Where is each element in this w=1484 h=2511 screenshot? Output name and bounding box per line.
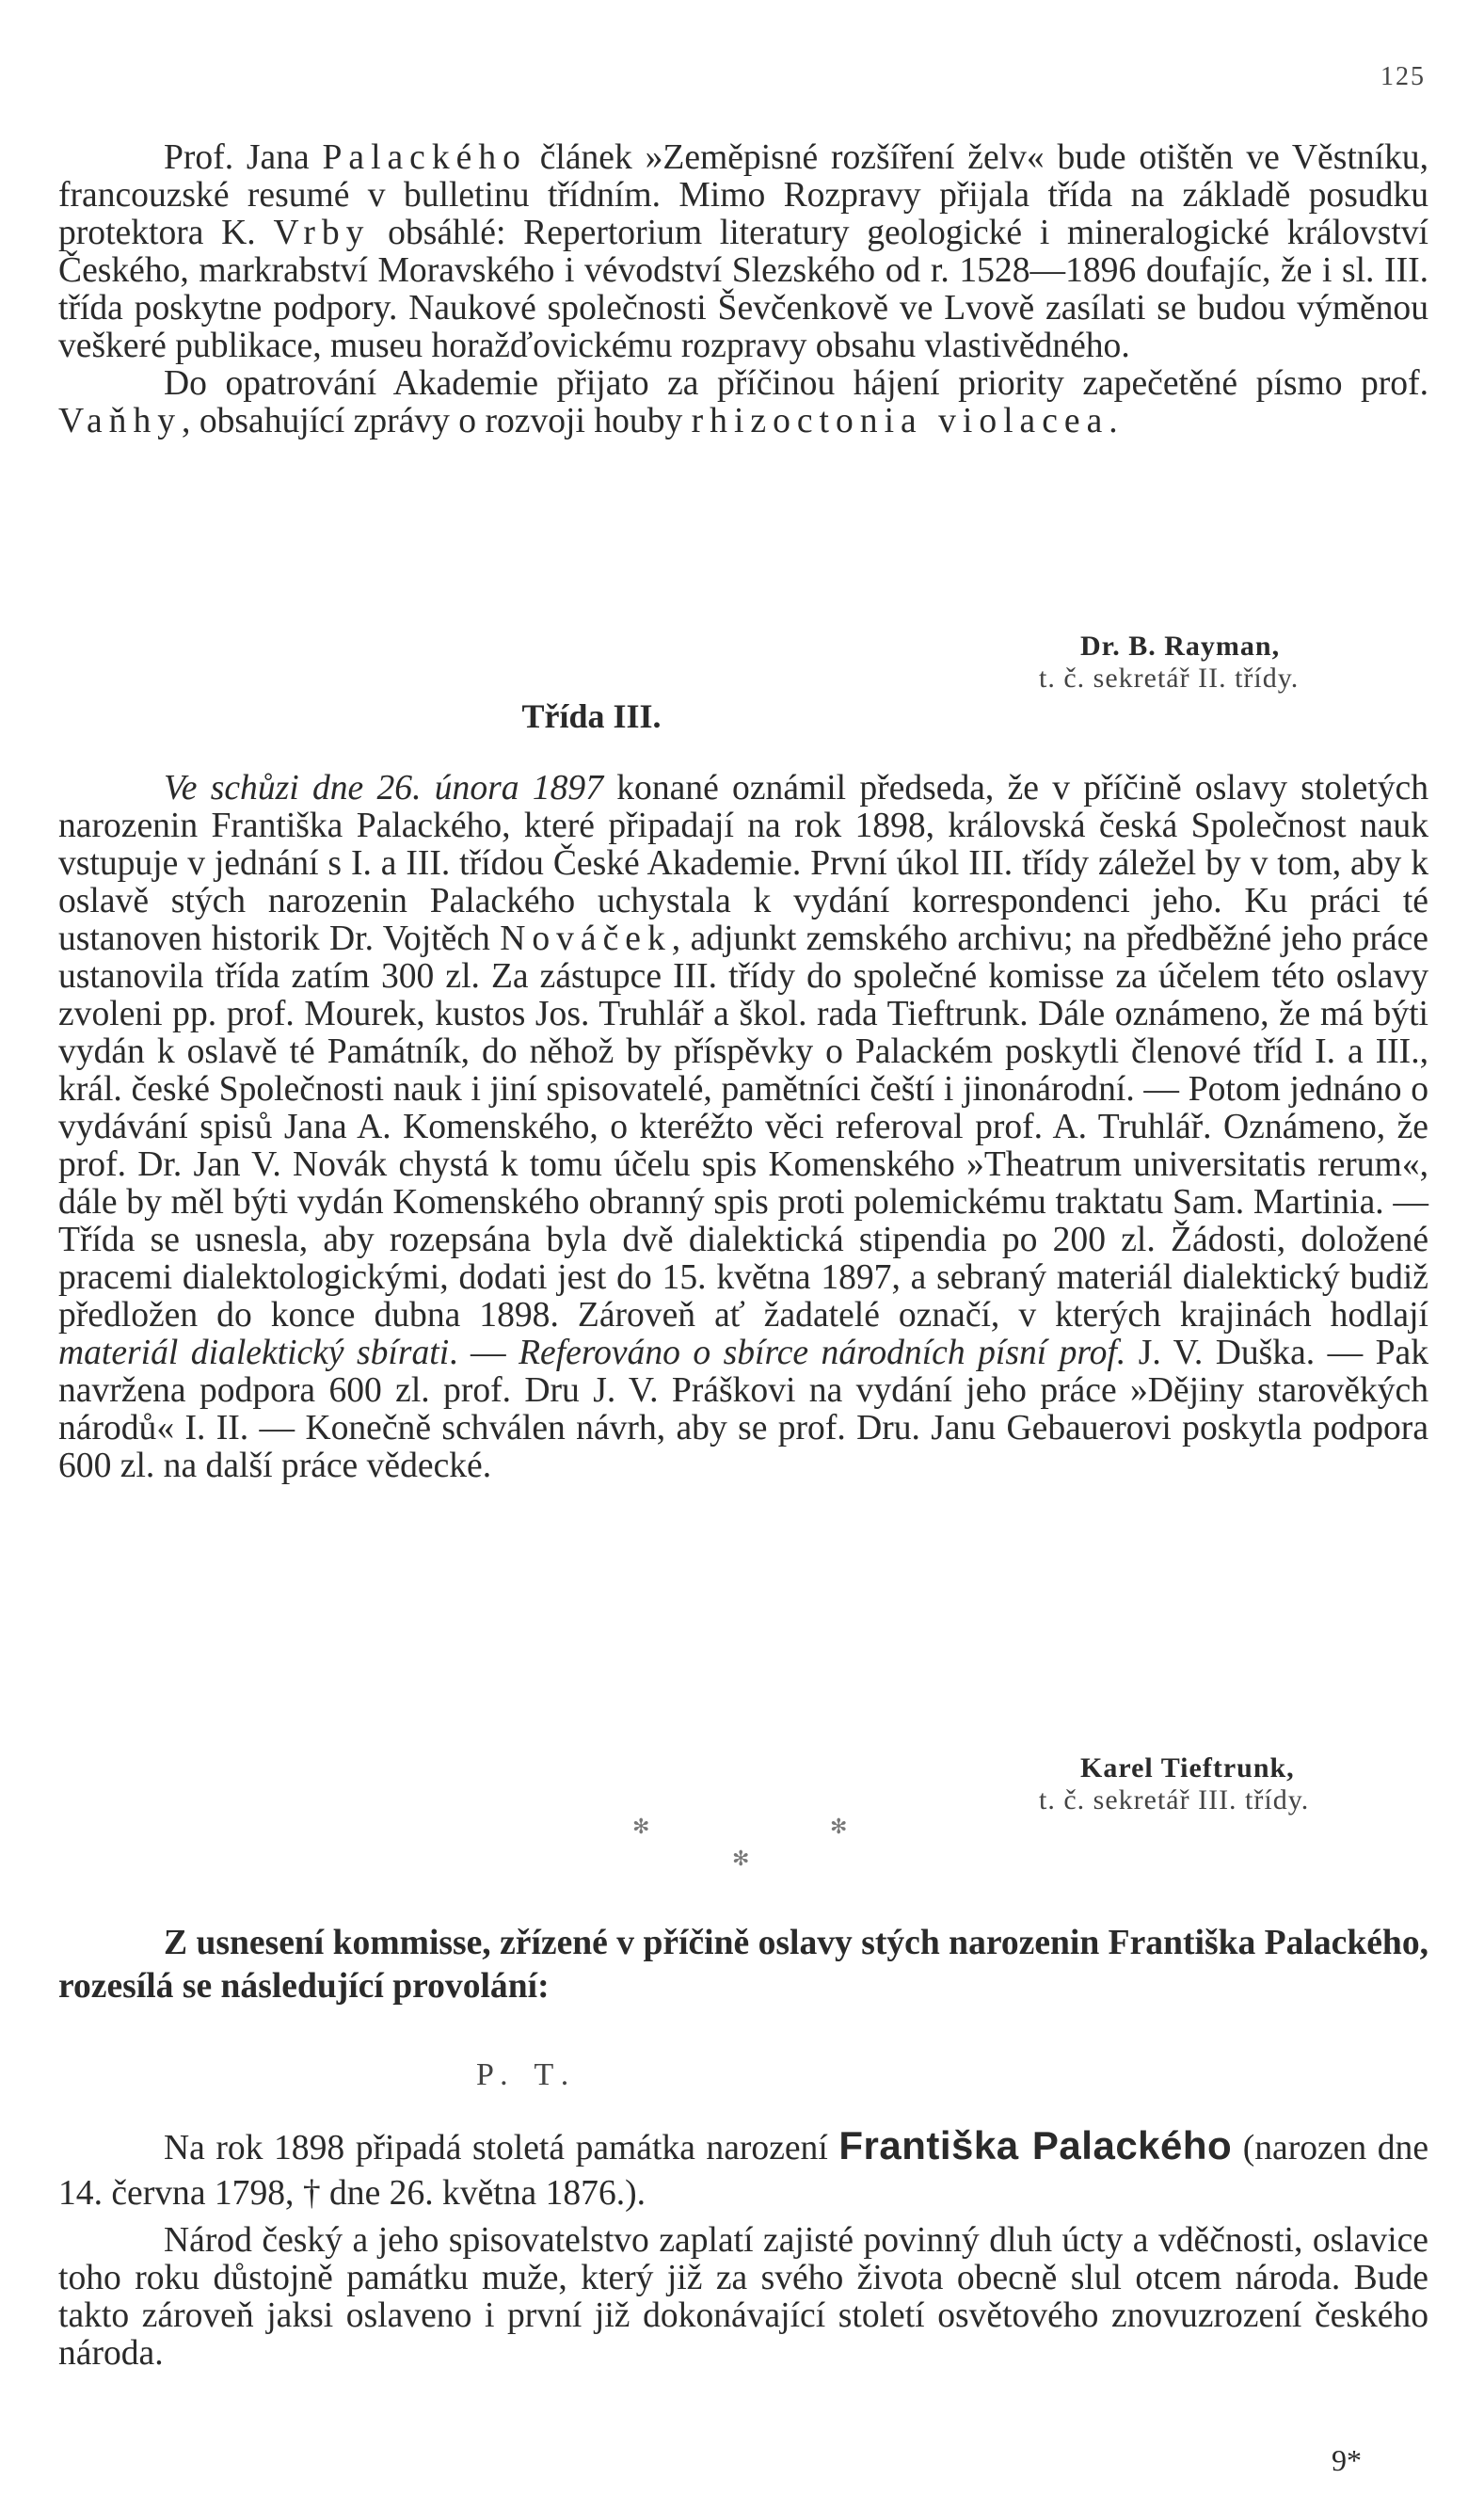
text-run: Prof. Jana [164,138,323,177]
spaced-name-vanha: Vaňhy [58,402,183,440]
page-number: 125 [1380,62,1426,91]
signature-rayman [1039,631,1299,695]
paragraph-anniversary [58,2123,1428,2216]
paragraph-nation: Národ český a jeho spisovatelstvo zaplatí zajisté povinný dluh úcty a vděčnosti, oslavice toho roku důstojně památku muže, který již za svého života obecně slul otcem národa. Bude takto zároveň jaksi oslaveno i první již dokonávající století osvětového znovuzrození českého národa. [58,2221,1428,2373]
meeting-date: Ve schůzi dne 26. února 1897 [164,769,603,808]
proclamation-intro: Z usnesení kommisse, zřízené v příčině oslavy stých narozenin Františka Palackého, rozesílá se následující provolání: [58,1924,1428,2006]
spaced-name-vrba: Vrby [273,214,371,252]
text-run: obsáhlé: Repertorium literatury geologické i mineralogické království Českého, markrabství Moravského i vévodství Slezského od r. 1528—1896 doufajíc, že i sl. III. třída poskytne podpory. Naukové společnosti Ševčenkově ve Lvově zasílati se budou výměnou veškeré publikace, museu horažďovickému rozpravy obsahu vlastivědného. [58,214,1428,365]
spaced-name-palacky: Palackého [322,138,527,177]
separator-star-left: ✻ [632,1815,650,1838]
signature-role: t. č. sekretář II. třídy. [1039,663,1300,694]
italic-run: materiál dialektický sbírati [58,1334,450,1372]
text-run: . — [449,1334,519,1372]
text-run: , obsahující zprávy o rozvoji houby [182,402,692,440]
paragraph-palacky-article [58,139,1428,365]
text-run: (narozen dne 14. června 1798, † dne 26. května 1876.). [58,2129,1428,2213]
signature-role: t. č. sekretář III. třídy. [1039,1784,1310,1815]
text-run: Na rok 1898 připadá stoletá památka narození [164,2129,839,2167]
text-run: J. V. Duška. — Pak navržena podpora 600 zl. prof. Dru J. V. Práškovi na vydání jeho práce »Dějiny starověkých národů« I. II. — Konečně schválen návrh, aby se prof. Dru. Janu Gebauerovi poskytla podpora 600 zl. na další práce vědecké. [58,1334,1429,1485]
text-run: Do opatrování Akademie přijato za příčinou hájení priority zapečetěné písmo prof. [164,364,1428,403]
signature-name: Karel Tieftrunk, [1080,1752,1295,1783]
separator-star-right: ✻ [830,1815,848,1838]
text-run: , adjunkt zemského archivu; na předběžné jeho práce ustanovila třída zatím 300 zl. Za zástupce III. třídy do společné komisse za účelem této oslavy zvoleni pp. prof. Mourek, kustos Jos. Truhlář a škol. rada Tieftrunk. Dále oznámeno, že má býti vydán k oslavě té Památník, do něhož by příspěvky o Palackém poskytli členové tříd I. a III., král. české Společnosti nauk i jiní spisovatelé, pamětníci čeští i jinonárodní. — Potom jednáno o vydávání spisů Jana A. Komenského, o kteréžto věci referoval prof. A. Truhlář. Oznámeno, že prof. Dr. Jan V. Novák chystá k tomu účelu spis Komenského »Theatrum universitatis rerum«, dále by měl býti vydán Komenského obranný spis proti polemickému traktatu Sam. Martinia. — Třída se usnesla, aby rozepsána byla dvě dialektická stipendia po 200 zl. Žádosti, doložené pracemi dialektologickými, dodati jest do 15. května 1897, a sebraný materiál dialektický budiž předložen do konce dubna 1898. Zároveň ať žadatelé označí, v kterých krajinách hodlají [58,920,1428,1335]
spaced-name-novacek: Nováček [500,920,672,958]
name-frantisek-palacky: Františka Palackého [838,2123,1233,2167]
section-proclamation-intro [58,1922,1428,2008]
text-run: . [1109,402,1118,440]
signature-mark: 9* [1332,2443,1362,2477]
paragraph-sealed-document [58,365,1428,440]
section-proclamation [58,2123,1428,2373]
signature-name: Dr. B. Rayman, [1080,631,1281,662]
signature-tieftrunk [1039,1752,1309,1816]
text-run: konané oznámil předseda, že v příčině oslavy stoletých narozenin Františka Palackého, které připadají na rok 1898, královská česká Společnost nauk vstupuje v jednání s I. a III. třídou České Akademie. První úkol III. třídy záležel by v tom, aby k oslavě stých narozenin Palackého uchystala k vydání korrespondenci jeho. Ku práci té ustanoven historik Dr. Vojtěch [58,769,1428,958]
italic-run: Referováno o sbírce národních písní prof. [519,1334,1126,1372]
section-class-two-report [58,139,1428,440]
separator-star-bottom: ✻ [732,1847,750,1870]
heading-class-three: Třída III. [521,697,662,735]
section-class-three-report [58,770,1428,1485]
paragraph-meeting-report [58,770,1428,1485]
spaced-latin-species: rhizoctonia violacea [691,402,1109,440]
text-run: článek »Zeměpisné rozšíření želv« bude otištěn ve Věstníku, francouzské resumé v bulletinu třídním. Mimo Rozpravy přijala třída na základě posudku protektora K. [58,138,1428,252]
salutation-pt: P. T. [476,2057,579,2092]
